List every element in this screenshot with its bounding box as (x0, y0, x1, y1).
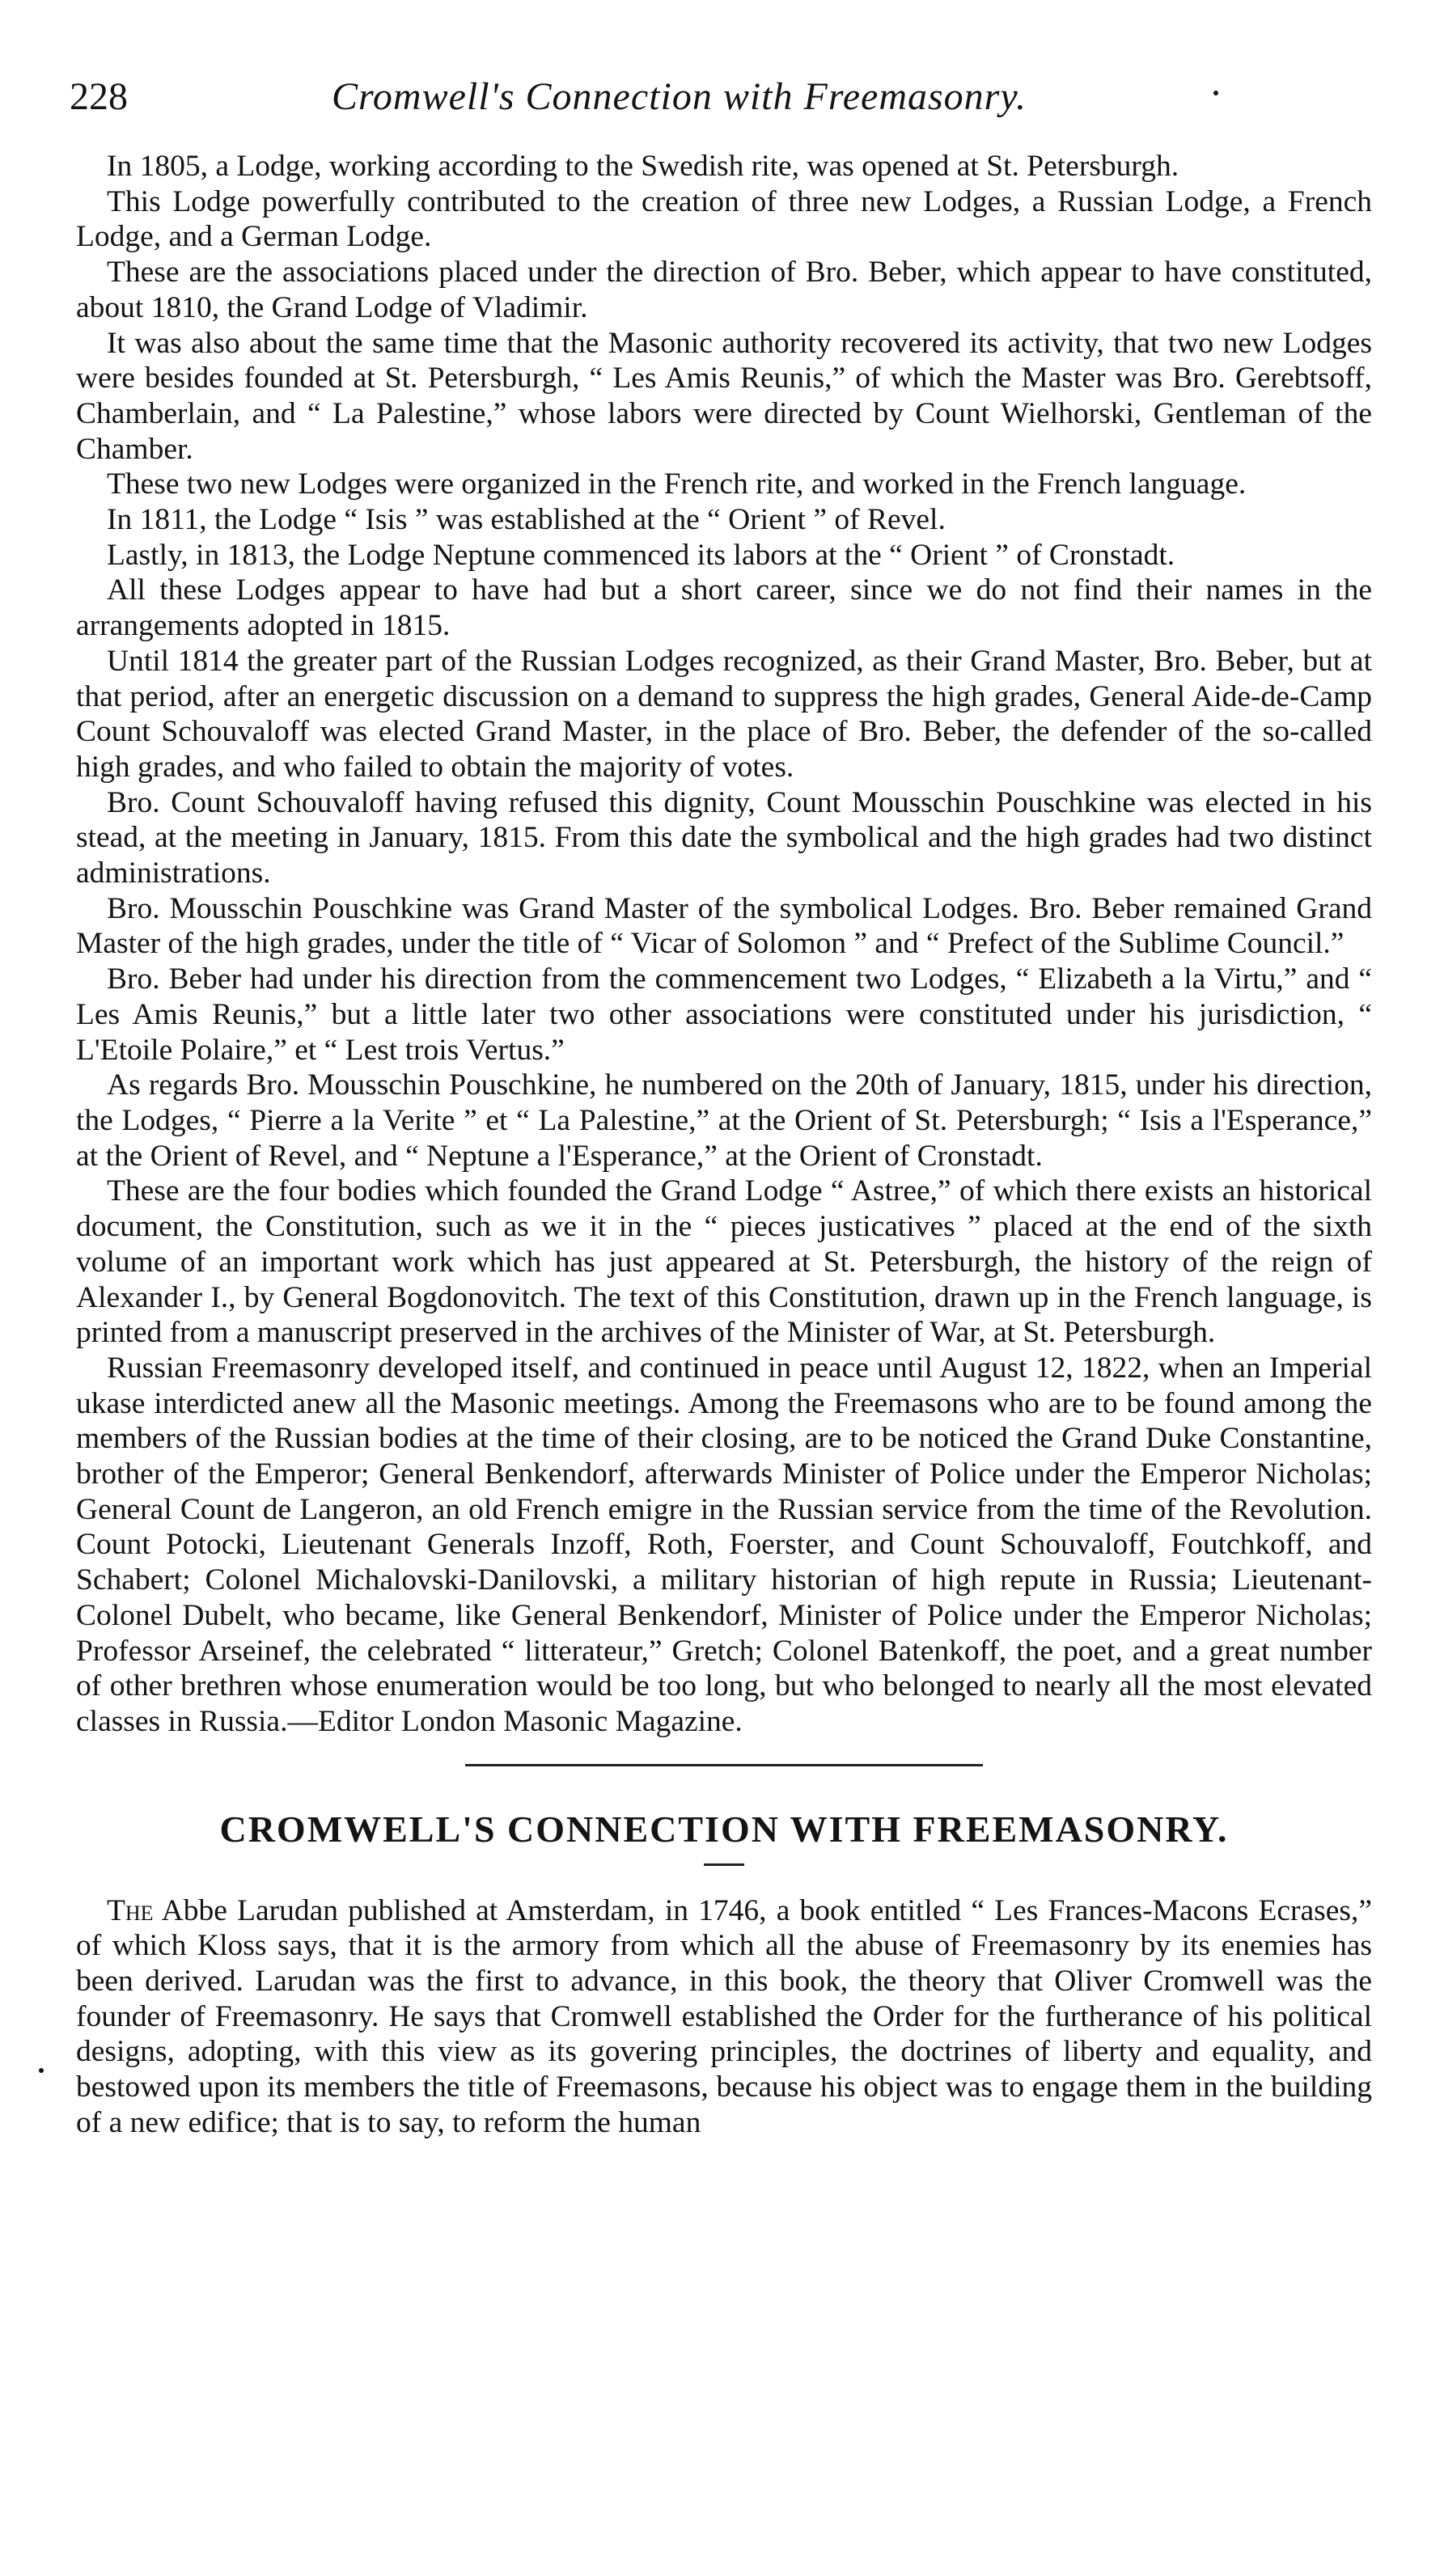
paragraph: Bro. Mousschin Pouschkine was Grand Master of the symbolical Lodges. Bro. Beber remained Grand Master of the high grades, under the title of “ Vicar of Solomon ” and “ Prefect of the Sublime Council.” (76, 891, 1372, 961)
running-title: Cromwell's Connection with Freemasonry. (332, 75, 1027, 118)
opening-word: The (107, 1893, 154, 1927)
section-opening (76, 1893, 1372, 2141)
paragraph: All these Lodges appear to have had but a short career, since we do not find their names in the arrangements adopted in 1815. (76, 573, 1372, 643)
paragraph: In 1811, the Lodge “ Isis ” was established at the “ Orient ” of Revel. (107, 503, 946, 537)
paragraph: As regards Bro. Mousschin Pouschkine, he numbered on the 20th of January, 1815, under his direction, the Lodges, “ Pierre a la Verite ” et “ La Palestine,” at the Orient of St. Petersburgh; “ Isis a l'Esperance,” at the Orient of Revel, and “ Neptune a l'Esperance,” at the Orient of Cronstadt. (76, 1068, 1372, 1173)
opening-paragraph (76, 1893, 1372, 2141)
paragraph: It was also about the same time that the Masonic authority recovered its activity, that two new Lodges were besides founded at St. Petersburgh, “ Les Amis Reunis,” of which the Master was Bro. Gerebtsoff, Chamberlain, and “ La Palestine,” whose labors were directed by Count Wielhorski, Gentleman of the Chamber. (76, 326, 1372, 466)
paragraph: Lastly, in 1813, the Lodge Neptune commenced its labors at the “ Orient ” of Cronstadt. (107, 538, 1175, 572)
opening-text: Abbe Larudan published at Amsterdam, in 1746, a book entitled “ Les Frances-Macons Ecrases,” of which Kloss says, that it is the armory from which all the abuse of Freemasonry by its enemies has been derived. Larudan was the first to advance, in this book, the theory that Oliver Cromwell was the founder of Freemasonry. He says that Cromwell established the Order for the furtherance of his political designs, adopting, with this view as its govering principles, the doctrines of liberty and equality, and bestowed upon its members the title of Freemasons, because his object was to engage them in the building of a new edifice; that is to say, to reform the human (76, 1893, 1372, 2139)
margin-speck (39, 2068, 44, 2073)
heading-rule (704, 1863, 744, 1866)
book-page (65, 73, 1383, 2141)
paragraph: Russian Freemasonry developed itself, and continued in peace until August 12, 1822, when an Imperial ukase interdicted anew all the Masonic meetings. Among the Freemasons who are to be found among the members of the Russian bodies at the time of their closing, are to be noticed the Grand Duke Constantine, brother of the Emperor; General Benkendorf, afterwards Minister of Police under the Emperor Nicholas; General Count de Langeron, an old French emigre in the Russian service from the time of the Revolution. Count Potocki, Lieutenant Generals Inzoff, Roth, Foerster, and Count Schouvaloff, Foutchkoff, and Schabert; Colonel Michalovski-Danilovski, a military historian of high repute in Russia; Lieutenant-Colonel Dubelt, who became, like General Benkendorf, Minister of Police under the Emperor Nicholas; Professor Arseinef, the celebrated “ litterateur,” Gretch; Colonel Batenkoff, the poet, and a great number of other brethren whose enumeration would be too long, but who belonged to nearly all the most elevated classes in Russia.—Editor London Masonic Magazine. (76, 1351, 1372, 1738)
paragraph: Until 1814 the greater part of the Russian Lodges recognized, as their Grand Master, Bro. Beber, but at that period, after an energetic discussion on a demand to suppress the high grades, General Aide-de-Camp Count Schouvaloff was elected Grand Master, in the place of Bro. Beber, the defender of the so-called high grades, and who failed to obtain the majority of votes. (76, 644, 1372, 784)
paragraph: This Lodge powerfully contributed to the creation of three new Lodges, a Russian Lodge, a French Lodge, and a German Lodge. (76, 184, 1372, 254)
paragraph: Bro. Beber had under his direction from the commencement two Lodges, “ Elizabeth a la Virtu,” and “ Les Amis Reunis,” but a little later two other associations were constituted under his jurisdiction, “ L'Etoile Polaire,” et “ Lest trois Vertus.” (76, 962, 1372, 1067)
page-number: 228 (70, 75, 128, 118)
section-heading: CROMWELL'S CONNECTION WITH FREEMASONRY. (219, 1808, 1229, 1850)
running-head (65, 73, 1383, 131)
section-separator-rule (465, 1764, 983, 1766)
paragraph: Bro. Count Schouvaloff having refused this dignity, Count Mousschin Pouschkine was elected in his stead, at the meeting in January, 1815. From this date the symbolical and the high grades had two distinct administrations. (76, 785, 1372, 890)
print-speck (1213, 91, 1218, 95)
article-body (76, 149, 1372, 2141)
paragraph: These two new Lodges were organized in the French rite, and worked in the French language. (107, 467, 1247, 501)
paragraph: These are the associations placed under the direction of Bro. Beber, which appear to have constituted, about 1810, the Grand Lodge of Vladimir. (76, 256, 1372, 324)
paragraph: These are the four bodies which founded the Grand Lodge “ Astree,” of which there exists an historical document, the Constitution, such as we it in the “ pieces justicatives ” placed at the end of the sixth volume of an important work which has just appeared at St. Petersburgh, the history of the reign of Alexander I., by General Bogdonovitch. The text of this Constitution, drawn up in the French language, is printed from a manuscript preserved in the archives of the Minister of War, at St. Petersburgh. (76, 1174, 1372, 1350)
paragraph: In 1805, a Lodge, working according to the Swedish rite, was opened at St. Petersburgh. (107, 150, 1179, 183)
